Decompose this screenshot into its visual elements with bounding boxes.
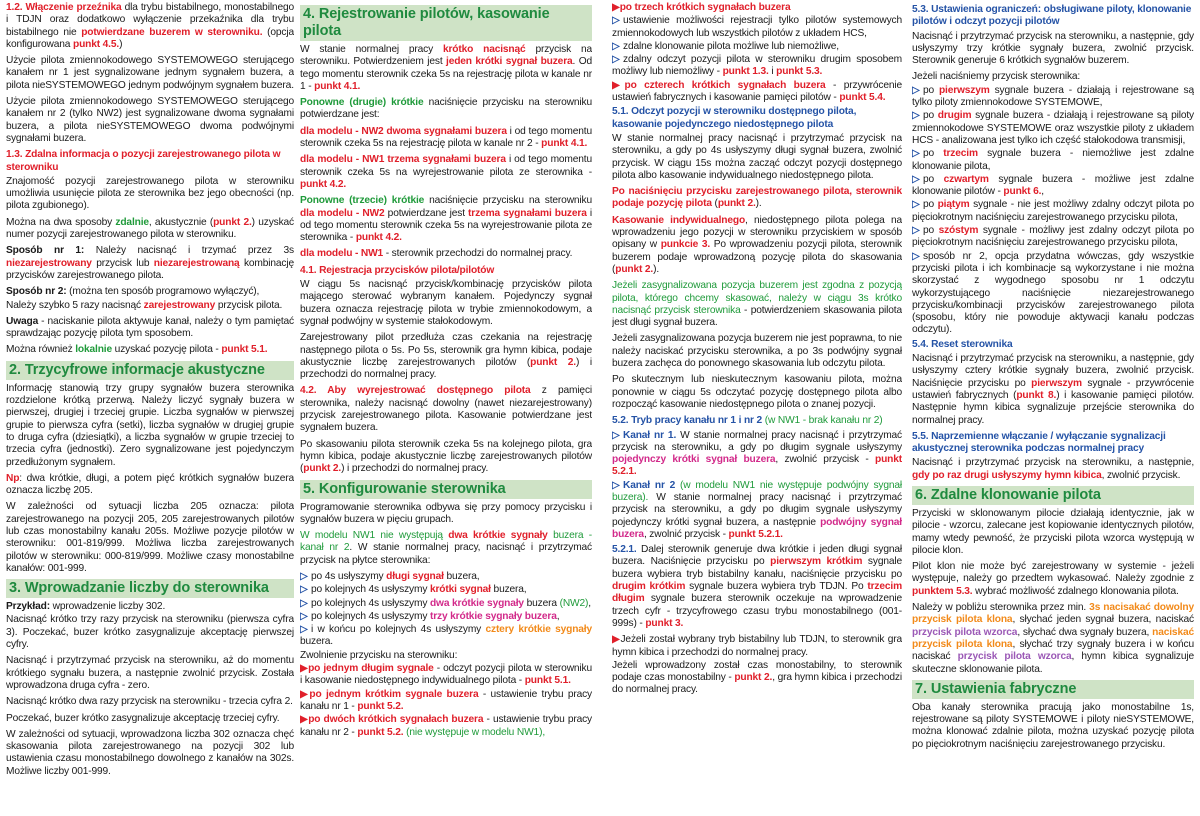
paragraph [612, 660, 902, 697]
paragraph [612, 215, 902, 276]
emphasis: pierwszym [938, 84, 990, 96]
paragraph: Użycie pilota zmiennokodowego SYSTEMOWEGO sterującego kanałem nr 1 jest sygnalizowane jednym sygnałem buzera, a pilota nieSYSTEMOWEGO jednym podwójnym sygnałem buzera. [6, 55, 294, 91]
emphasis: po jednym długim sygnale [308, 663, 434, 675]
text: naciśnięcie przycisku na sterowniku potwierdzane jest: [300, 97, 592, 121]
list-item [912, 148, 1194, 173]
paragraph: W stanie normalnej pracy nacisnąć i przytrzymać przycisk na sterowniku, a gdy po 4s usłyszymy długi sygnał buzera, zwolnić przycisk. W ciągu 15s można zacząć odczyt pozycji dostępnego pilota albo kasowanie indywidualnego niedostępnego pilota. [612, 132, 902, 181]
paragraph: Nacisnąć i przytrzymać przycisk na sterowniku, a następnie, gdy usłyszymy trzy krótkie sygnały buzera, zwolnić przycisk. Sterownik generuje 6 krótkich sygnałów buzerem. [912, 30, 1194, 67]
text: Zarejestrowany pilot przedłuża czas czekania na rejestrację następnego pilota o 5s. Po 5s, sterownik gra hymn kibica, podaje akustycznie liczbę zarejestrowanych pilotów ( [300, 332, 592, 368]
emphasis: gdy po raz drugi usłyszymy hymn kibica [912, 469, 1102, 481]
list-item [300, 598, 592, 610]
reference: punkt 5.1. [221, 344, 268, 356]
paragraph [300, 44, 592, 93]
paragraph [612, 280, 902, 329]
text: - naciskanie pilota aktywuje kanał, należy o tym pamiętać sprawdzając pozycję pilota tym sposobem. [6, 315, 294, 340]
reference: punkt 5.2.1. [612, 454, 902, 478]
text: , [556, 610, 560, 622]
emphasis: przycisk pilota wzorca [957, 651, 1072, 663]
section-heading-5-5: 5.5. Naprzemienne włączanie / wyłączanie sygnalizacji akustycznej sterownika podczas normalnej pracy [912, 430, 1166, 455]
list-item [912, 225, 1194, 250]
emphasis: dla modelu - NW2 [300, 207, 385, 219]
text: i w końcu po kolejnych 4s usłyszymy [311, 624, 486, 636]
reference: punkt 2. [717, 198, 756, 210]
reference: punkt 5.4. [839, 92, 886, 104]
paragraph [6, 316, 294, 341]
triangle-right-icon: ▷ [612, 429, 620, 441]
text: po [923, 225, 939, 237]
reference: punkt 2. [530, 356, 576, 368]
label: Przykład: [6, 601, 50, 613]
emphasis: drugim krótkim [612, 581, 686, 593]
text: - odczyt pozycji pilota w sterowniku i kasowanie niedostępnego indywidualnego pilota - [300, 663, 592, 687]
section-heading-5: 5. Konfigurowanie sterownika [300, 480, 592, 499]
text: po [923, 84, 939, 96]
paragraph [6, 601, 294, 613]
list-item [912, 85, 1194, 110]
text: , akustycznie ( [148, 216, 214, 228]
emphasis: zdalnie [115, 216, 149, 228]
text: i od tego momentu sterownik czeka 5s na rejestrację pilota w kanale nr 2 - [300, 125, 592, 150]
reference: punktem 5.3. [912, 585, 973, 597]
paragraph [6, 2, 294, 51]
column-1 [6, 2, 294, 814]
list-item [612, 634, 902, 659]
list-item [912, 251, 1194, 337]
paragraph [912, 561, 1194, 598]
paragraph [612, 544, 902, 630]
text: . Od tego momentu sterownik czeka 5s na rejestrację pilota w kanale nr 1 - [300, 56, 592, 92]
column-4 [912, 2, 1194, 814]
note: (w NW1 - brak kanału nr 2) [762, 415, 883, 427]
section-heading-4-1: 4.1. Rejestracja przycisków pilota/pilotów [300, 264, 495, 276]
text: po [923, 148, 944, 160]
list-item [612, 430, 902, 479]
column-2 [300, 2, 592, 814]
reference: punkt 4.1. [541, 138, 588, 150]
paragraph [300, 248, 592, 260]
emphasis: podwójny sygnał buzera [612, 516, 902, 540]
text: buzera. [300, 636, 333, 648]
emphasis: niezarejestrowany [6, 257, 92, 269]
list-item [612, 2, 902, 14]
text: buzera, [443, 570, 480, 582]
section-heading-7: 7. Ustawienia fabryczne [912, 680, 1194, 699]
list-item [912, 174, 1194, 199]
text: : dwa krótkie, długi, a potem pięć krótkich sygnałów buzera oznacza liczbę 205. [6, 472, 294, 497]
label: 5.2.1. [612, 544, 637, 556]
text: , [1041, 186, 1044, 198]
paragraph: Programowanie sterownika odbywa się przy pomocy przycisku i sygnałów buzera w pięciu grupach. [300, 501, 592, 525]
paragraph [300, 97, 592, 122]
triangle-right-icon: ▷ [300, 597, 308, 609]
triangle-right-icon: ▷ [912, 148, 920, 160]
emphasis: dwa krótkie sygnały [448, 530, 548, 542]
triangle-right-icon: ▷ [612, 15, 620, 27]
section-heading-2: 2. Trzycyfrowe informacje akustyczne [6, 361, 294, 380]
paragraph: Oba kanały sterownika pracują jako monostabilne 1s, rejestrowane są piloty SYSTEMOWE i piloty nieSYSTEMOWE, można klonować zdalnie pilota, można uzyskać pozycję pilota po pięciokrotnym naciśnięciu zarejestrowanego przycisku. [912, 701, 1194, 750]
section-heading-4: 4. Rejestrowanie pilotów, kasowanie pilota [300, 5, 592, 41]
text: zdalny odczyt pozycji pilota w sterowniku drugim sposobem możliwy lub niemożliwy - [612, 54, 902, 78]
emphasis: trzecim długim [612, 581, 902, 605]
note: W modelu NW1 nie występują [300, 530, 449, 542]
text: , słychać dwa sygnały buzera, [1017, 626, 1153, 638]
text: (opcja konfigurowana [6, 26, 294, 50]
paragraph [300, 530, 592, 567]
section-heading-1-3: 1.3. Zdalna informacja o pozycji zarejestrowanego pilota w sterowniku [6, 149, 281, 173]
text: po kolejnych 4s usłyszymy [311, 597, 430, 609]
paragraph [6, 286, 294, 298]
text: - przywrócenie ustawień fabrycznych i kasowanie pamięci pilotów - [612, 79, 902, 104]
text: po [923, 173, 944, 185]
list-item [300, 611, 592, 623]
emphasis: długi sygnał [386, 570, 444, 582]
note: Jeżeli zasygnalizowana pozycja buzerem jest zgodna z pozycją pilota, którego chcemy skasować, należy w ciągu 3s krótko nacisnąć przycisk sterownika [612, 280, 902, 316]
text: Można również [6, 344, 76, 356]
triangle-right-icon: ▷ [912, 110, 920, 122]
text: potwierdzane jest [384, 207, 469, 219]
text: sygnale buzera sterownik oczekuje na wprowadzenie trzech cyfr - trzycyfrowego czasu trybu monostabilnego (001-999s) - [612, 593, 902, 629]
text: sygnale - możliwy jest zdalny odczyt pilota po pięciokrotnym naciśnięciu zarejestrowanego przycisku pilota, [912, 225, 1194, 249]
text: po kolejnych 4s usłyszymy [311, 610, 430, 622]
emphasis: pierwszym krótkim [770, 556, 863, 568]
emphasis: 3s nacisakać dowolny przycisk pilota klona [912, 602, 1194, 626]
text: wybrać możliwość zdalnego klonowania pilota. [972, 585, 1179, 597]
emphasis: trzema sygnałami buzera [468, 207, 587, 219]
triangle-right-red-icon: ▶ [612, 2, 620, 13]
emphasis: cztery krótkie sygnały [485, 624, 592, 636]
triangle-right-icon: ▷ [912, 173, 920, 185]
paragraph [6, 344, 294, 356]
emphasis: naciskać przycisk pilota klona [912, 626, 1194, 650]
section-heading-5-2 [612, 415, 902, 427]
paragraph [300, 332, 592, 381]
reference: punkt 2. [734, 672, 773, 684]
paragraph: Jeżeli naciśniemy przycisk sterownika: [912, 71, 1081, 83]
text: Należy szybko 5 razy nacisnąć [6, 299, 144, 311]
paragraph: Przyciski w sklonowanym pilocie działają identycznie, jak w pilocie - wzorcu, zalecane jest kopiowanie identycznych pilotów, mamy wtedy pewność, że przyciski pilota wzorca występują w pilocie klon. [912, 507, 1194, 556]
text: Dalej sterownik generuje dwa krótkie i jeden długi sygnał buzera. Naciśnięcie przycisku po [612, 544, 902, 568]
reference: punkt 5.2.1. [728, 528, 783, 540]
triangle-right-icon: ▷ [300, 584, 308, 596]
label: Sposób nr 2: [6, 286, 67, 298]
text: W stanie normalnej pracy [300, 44, 443, 55]
reference: punkt 3. [645, 617, 684, 629]
paragraph [300, 385, 592, 434]
emphasis: po czterech krótkich sygnałach buzera [624, 79, 826, 91]
text: po 4s usłyszymy [311, 570, 387, 582]
reference: punkt 5.3. [776, 66, 823, 78]
text: Nacisnąć i przytrzymać przycisk na sterowniku, a następnie, [912, 457, 1194, 469]
triangle-right-icon: ▷ [912, 199, 920, 211]
text: i od tego momentu sterownik czeka 5s na wyrejestrowanie pilota ze sterownika - [300, 207, 592, 244]
note: (nie występuje w modelu NW1), [403, 726, 545, 738]
note: (NW2) [559, 597, 589, 609]
list-item [612, 54, 902, 79]
triangle-right-icon: ▷ [300, 570, 308, 582]
text: (można ten sposób programowo wyłączyć), [66, 286, 260, 298]
paragraph [300, 126, 592, 151]
label: Kanał nr 1. [623, 429, 677, 441]
emphasis: Kasowanie indywidualnego [612, 214, 746, 226]
paragraph [612, 186, 902, 211]
paragraph: Nacisnąć krótko trzy razy przycisk na sterowniku (pierwsza cyfra 3). Poczekać, buzer krótko zasygnalizuje akceptację pierwszej cyfry. [6, 614, 294, 651]
list-item [300, 714, 592, 739]
text: z pamięci sterownika, należy nacisnąć dowolny (nawet niezarejestrowany) przycisk zarejestrowanego pilota. Kasowanie potwierdzane jest sygnałem buzera. [300, 385, 592, 434]
triangle-right-red-icon: ▶ [300, 714, 309, 726]
paragraph [6, 473, 294, 498]
inline-heading: 4.2. Aby wyrejestrować dostępnego pilota [300, 385, 531, 397]
emphasis: trzecim [943, 148, 978, 160]
emphasis: zarejestrowany [143, 299, 216, 311]
paragraph: W ciągu 5s nacisnąć przycisk/kombinację przycisków pilota mającego sterować wybranym kanałem. Pojedynczy sygnał buzera oznacza rejestrację pilota w trybie zmiennokodowym, a sygnał podwójny w systemie stałokodowym. [300, 279, 592, 327]
paragraph [300, 195, 592, 244]
list-item [300, 584, 592, 596]
reference: punkt 8. [1016, 389, 1057, 401]
text: i od tego momentu sterownik czeka 5s na wyrejestrowanie pilota ze sterownika - [300, 154, 592, 178]
paragraph [912, 353, 1194, 427]
text: , słychać jeden sygnał buzera, naciskać [1012, 614, 1194, 626]
text: W stanie normalnej pracy nacisnąć i przytrzymać przycisk na sterowniku, a gdy po długim sygnale usłyszymy [612, 429, 902, 453]
paragraph: Nacisnąć krótko dwa razy przycisk na sterowniku - trzecia cyfra 2. [6, 696, 293, 708]
reference: punkt 4.2. [300, 178, 347, 190]
triangle-right-red-icon: ▶ [300, 688, 310, 700]
text: , zwolnić przycisk. [1101, 469, 1181, 481]
text: sygnale buzera - działają i rejestrowane są piloty zmiennokodowe SYSTEMOWE oraz wszystkie piloty z układem HCS - analizowana jest tylko ich część stałokodowa transmisji, [912, 110, 1194, 146]
list-item [612, 480, 902, 541]
text: Można na dwa sposoby [6, 216, 116, 228]
text: , zwolnić przycisk - [643, 528, 729, 540]
reference: punkt 4.2. [355, 232, 402, 244]
emphasis: po dwóch krótkich sygnałach buzera [308, 714, 484, 726]
text: kombinację przycisków zarejestrowanego pilota. [6, 257, 294, 281]
text: Jeżeli wprowadzony został czas monostabilny, to sterownik podaje czas monostabilny - [612, 659, 902, 684]
paragraph: Poczekać, buzer krótko zasygnalizuje akceptację trzeciej cyfry. [6, 712, 280, 724]
paragraph: W zależności od sytuacji, wprowadzona liczba 302 oznacza chęć skasowania pilota zarejestrowanego na pozycji 302 lub ustawienia czasu monostabilnego dowolnego z kanałów na 302s. Możliwe liczby 001-999. [6, 728, 294, 777]
section-heading-5-4: 5.4. Reset sterownika [912, 338, 1013, 350]
emphasis: krótki sygnał [429, 584, 491, 596]
paragraph: Znajomość pozycji zarejestrowanego pilota w sterowniku umożliwia usunięcie pilota ze sterownika bez jego obecności (np. pilota zgubionego). [6, 175, 294, 212]
text: przycisk na sterowniku. Potwierdzeniem jest [300, 44, 592, 68]
text: dla trybu bistabilnego, monostabilnego i TDJN oraz dodatkowo wyłączenie przekaźnika dla trybu bistabilnego nie [6, 2, 294, 38]
paragraph: Po skutecznym lub nieskutecznym kasowaniu pilota, można ponownie w ciągu 5s odczytać pozycję dostępnego pilota albo rozpocząć kasowanie niedostępnego pilota o znanej pozycji. [612, 374, 902, 410]
inline-heading: 1.2. Włączenie przeźnika [6, 2, 122, 13]
list-item [300, 689, 592, 714]
emphasis: szóstym [938, 225, 979, 237]
emphasis: dla modelu - NW1 trzema sygnałami buzera [300, 154, 506, 166]
label: Kanał nr 2 [623, 479, 676, 491]
reference: punkt 5.2. [357, 726, 404, 738]
text: sygnale buzera - niemożliwe jest zdalne klonowanie pilota, [912, 148, 1194, 172]
list-item [912, 199, 1194, 224]
list-item [612, 41, 902, 53]
paragraph [912, 602, 1194, 676]
triangle-right-icon: ▷ [612, 40, 620, 52]
text: Pilot klon nie może być zarejestrowany w systemie - jeżeli występuje, należy go przedtem wykasować. Należy zgodnie z [912, 561, 1194, 585]
paragraph: Informację stanowią trzy grupy sygnałów buzera sterownika rozdzielone krótką przerwą. Należy liczyć sygnały buzera w pierwszej, drugiej i trzeciej grupie. Liczba sygnałów w pierwszej grupie to pierwsza cyfra (setki), liczba sygnałów w drugiej grupie to druga cyfra (dziesiątki), a liczba sygnałów w grupie trzeciej to trzecia cyfra (jednostki). Zero sygnalizowane jest pojedynczym przedłużonym sygnałem. [6, 382, 294, 468]
text: Należy w pobliżu sterownika przez min. [912, 602, 1090, 614]
list-item [612, 15, 902, 40]
text: ustawienie możliwości rejestracji tylko pilotów systemowych zmiennokodowych lub wszystkich pilotów z układem HCS, [612, 15, 902, 39]
list-item [912, 110, 1194, 147]
reference: punkt 4.1. [314, 80, 361, 92]
text: , zwolnić przycisk - [775, 454, 876, 466]
emphasis: drugim [937, 110, 972, 122]
list-item [300, 663, 592, 688]
paragraph [912, 457, 1194, 482]
emphasis: przycisk pilota wzorca [912, 626, 1018, 638]
text: , niedostępnego pilota polega na wprowadzeniu jego pozycji w sterowniku przyciskiem w sposób opisany w [612, 214, 902, 251]
emphasis: pojedynczy krótki sygnał buzera [612, 454, 776, 466]
section-heading-5-1: 5.1. Odczyt pozycji w sterowniku dostępnego pilota, kasowanie pojedynczego niedostępnego pilota [612, 106, 857, 130]
text: przycisk lub [91, 257, 154, 269]
emphasis: niezarejestrowaną [153, 257, 240, 269]
text: ). [653, 263, 660, 275]
text: ) [119, 38, 123, 50]
emphasis: jeden krótki sygnał buzera [446, 56, 573, 68]
reference: punkt 2. [213, 216, 252, 228]
text: sygnale buzera wybiera tryb TDJN. Po [685, 581, 868, 593]
text: sposób nr 2, opcja przydatna wówczas, gdy wszystkie przyciski pilota i ich kombinacje są wykorzystane i nie można skorzystać z wygodnego sposobu nr 1 odczytu wykorzystującego naciśnięcie niezarejestrowanego przycisku/kombinacji przycisków zarejestrowanego pilota (sposobu, który nie powoduje aktywacji kanału podczas odczytu). [912, 250, 1194, 336]
reference: punkt 2. [303, 463, 342, 475]
text: Nacisnąć i przytrzymać przycisk na sterowniku, a następnie, gdy usłyszymy cztery krótkie sygnały buzera, zwolnić przycisk. Naciśnięcie przycisku po [912, 353, 1194, 389]
text: - ustawienie trybu pracy kanału nr 2 - [300, 714, 592, 738]
text: , słychać trzy sygnały buzera i w końcu naciskać [912, 638, 1194, 663]
note: buzera - kanał nr 2 [300, 530, 592, 554]
paragraph [300, 154, 592, 191]
section-heading-3: 3. Wprowadzanie liczby do sterownika [6, 579, 294, 598]
triangle-right-icon: ▷ [912, 84, 920, 96]
text: 5.2. Tryb pracy kanału nr 1 i nr 2 [612, 415, 763, 427]
text: - sterownik przechodzi do normalnej pracy. [383, 248, 573, 260]
reference: punkt 1.3. [722, 66, 769, 78]
paragraph [6, 300, 294, 312]
text: ) i kasowanie pamięci pilotów. Następnie hymn kibica sygnalizuje przejście sterownika do normalnej pracy. [912, 389, 1194, 426]
text: - ustawienie trybu pracy kanału nr 1 - [300, 688, 592, 712]
reference: punkt 2. [615, 263, 654, 275]
text: naciśnięcie przycisku na sterowniku [424, 195, 592, 207]
text: Po wprowadzeniu pozycji pilota, sterownik buzerem podaje wprowadzoną pozycję pilota do skasowania ( [612, 239, 902, 275]
text: przycisk pilota. [215, 299, 283, 311]
text: sygnale buzera - działają i rejestrowane są tylko piloty zmiennokodowe SYSTEMOWE, [912, 84, 1194, 109]
text: wprowadzenie liczby 302. [49, 601, 166, 613]
emphasis: piątym [937, 199, 970, 211]
emphasis: dwa krótkie sygnały [429, 597, 524, 609]
text: ) i przechodzi do normalnej pracy. [341, 463, 489, 475]
list-item [612, 80, 902, 105]
triangle-right-red-icon: ▶ [612, 79, 625, 91]
paragraph [6, 245, 294, 282]
text: , hymn kibica sygnalizuje skuteczne sklonowanie pilota. [912, 651, 1194, 675]
text: buzera, [490, 584, 527, 596]
text: sygnale - przywrócenie ustawień fabrycznych ( [912, 377, 1194, 401]
emphasis: po trzech krótkich sygnałach buzera [619, 2, 791, 13]
text: i [768, 66, 777, 78]
paragraph: Użycie pilota zmiennokodowego SYSTEMOWEGO sterującego kanałem nr 2 (tylko NW2) jest sygnalizowane dwoma sygnałami buzera, a pilota nieSYSTEMOWEGO dwoma podwójnymi sygnałami buzera. [6, 96, 294, 144]
text: po [923, 110, 938, 122]
reference: punkt 5.1. [524, 675, 571, 687]
label: Sposób nr 1: [6, 245, 85, 257]
paragraph: Nacisnąć i przytrzymać przycisk na sterowniku, aż do momentu krótkiego sygnału buzera, a następnie zwolnić przycisk. Została wprowadzona druga cyfra - zero. [6, 655, 294, 691]
text: ) uzyskać numer pozycji zarejestrowanego pilota w sterowniku. [6, 216, 294, 241]
triangle-right-icon: ▷ [912, 225, 920, 237]
column-3 [612, 2, 902, 814]
label: Np [6, 472, 20, 484]
text: - potwierdzeniem skasowania pilota jest długi sygnał buzera. [612, 304, 902, 329]
text: buzera [523, 597, 560, 609]
paragraph [300, 439, 592, 476]
triangle-right-icon: ▷ [300, 610, 308, 622]
triangle-right-red-icon: ▶ [612, 634, 621, 646]
text: , gra hymn kibica i przechodzi do normalnej pracy. [612, 672, 902, 696]
triangle-right-icon: ▷ [912, 250, 920, 262]
text: sygnale - nie jest możliwy zdalny odczyt pilota po pięciokrotnym naciśnięciu zarejestrowanego przycisku pilota, [912, 199, 1194, 223]
emphasis: pierwszym [1031, 377, 1082, 389]
emphasis: potwierdzane buzerem w sterowniku. [81, 26, 263, 38]
text: , [588, 597, 591, 609]
triangle-right-icon: ▷ [612, 479, 620, 491]
text: ) i przechodzi do normalnej pracy. [300, 356, 592, 381]
list-item [300, 571, 592, 583]
text: ( [711, 198, 718, 210]
emphasis: dla modelu - NW2 dwoma sygnałami buzera [300, 125, 507, 137]
text: sygnale buzera - możliwe jest zdalne klonowanie pilotów - [912, 173, 1194, 198]
text: ). [755, 198, 762, 210]
paragraph: W zależności od sytuacji liczba 205 oznacza: pilota zarejestrowanego na pozycji 205, 205 zarejestrowanych pilotów lub czas monostabilny kanału 205s. Możliwe pozycje pilotów w sterowniku: 001-819/999. Możliwa liczba zarejestrowanych pilotów w sterowniku: 000-819/999. Możliwe czasy monostabilne kanałów: 001-999. [6, 501, 294, 574]
text: Należy nacisnąć i trzymać przez 3s [84, 245, 294, 257]
emphasis: Po naciśnięciu przycisku zarejestrowanego pilota, sterownik podaje pozycję pilota [612, 186, 902, 210]
text: zdalne klonowanie pilota możliwe lub niemożliwe, [623, 40, 839, 52]
note: (w modelu NW1 nie występuje podwójny sygnał buzera). [612, 479, 902, 503]
triangle-right-icon: ▷ [612, 54, 620, 66]
text: . W stanie normalnej pracy, nacisnąć i przytrzymać przycisk na płytce sterownika: [300, 542, 592, 566]
text: po kolejnych 4s usłyszymy [311, 584, 430, 596]
label: Uwaga [6, 315, 39, 327]
emphasis: trzy krótkie sygnały buzera [429, 610, 557, 622]
reference: punkt 6. [1003, 186, 1042, 198]
emphasis: krótko nacisnąć [442, 44, 526, 55]
emphasis: dla modelu - NW1 [300, 248, 384, 260]
reference: punkt 5.2. [357, 700, 404, 712]
emphasis: czwartym [943, 173, 989, 185]
emphasis: Ponowne (drugie) krótkie [300, 97, 424, 109]
paragraph [6, 217, 294, 242]
reference: punkcie 3. [660, 239, 711, 251]
paragraph: Zwolnienie przycisku na sterowniku: [300, 649, 458, 661]
text: sygnale buzera wybiera tryb bistabilny kanału, naciśnięcie przycisku po [612, 556, 902, 580]
text: Jeżeli został wybrany tryb bistabilny lub TDJN, to sterownik gra hymn kibica i przechodzi do normalnej pracy. [612, 634, 902, 658]
emphasis: po jednym krótkim sygnale buzera [309, 688, 479, 700]
text: uzyskać pozycję pilota - [112, 344, 222, 356]
paragraph: Jeżeli zasygnalizowana pozycja buzerem nie jest poprawna, to nie należy naciskać przycisku sterownika, a po 3s podwójny sygnał buzera zachęca do ponownego skasowania lub odczytu pilota. [612, 333, 902, 370]
section-heading-6: 6. Zdalne klonowanie pilota [912, 486, 1194, 505]
triangle-right-icon: ▷ [300, 624, 308, 636]
emphasis: lokalnie [75, 344, 112, 356]
reference: punkt 4.5. [73, 38, 120, 50]
text: W stanie normalnej pracy nacisnąć i przytrzymać przycisk na sterowniku, a gdy po długim sygnale usłyszymy pojedynczy krótki sygnał buzera, a następnie [612, 491, 902, 528]
list-item [300, 624, 592, 649]
text: po [923, 199, 938, 211]
triangle-right-red-icon: ▶ [300, 663, 309, 675]
text: Po skasowaniu pilota sterownik czeka 5s na kolejnego pilota, gra hymn kibica, podaje akustycznie liczbę zarejestrowanych pilotów ( [300, 438, 592, 475]
section-heading-5-3: 5.3. Ustawienia ograniczeń: obsługiwane piloty, klonowanie pilotów i odczyt pozycji pilotów [912, 4, 1192, 28]
emphasis: Ponowne (trzecie) krótkie [300, 195, 425, 207]
